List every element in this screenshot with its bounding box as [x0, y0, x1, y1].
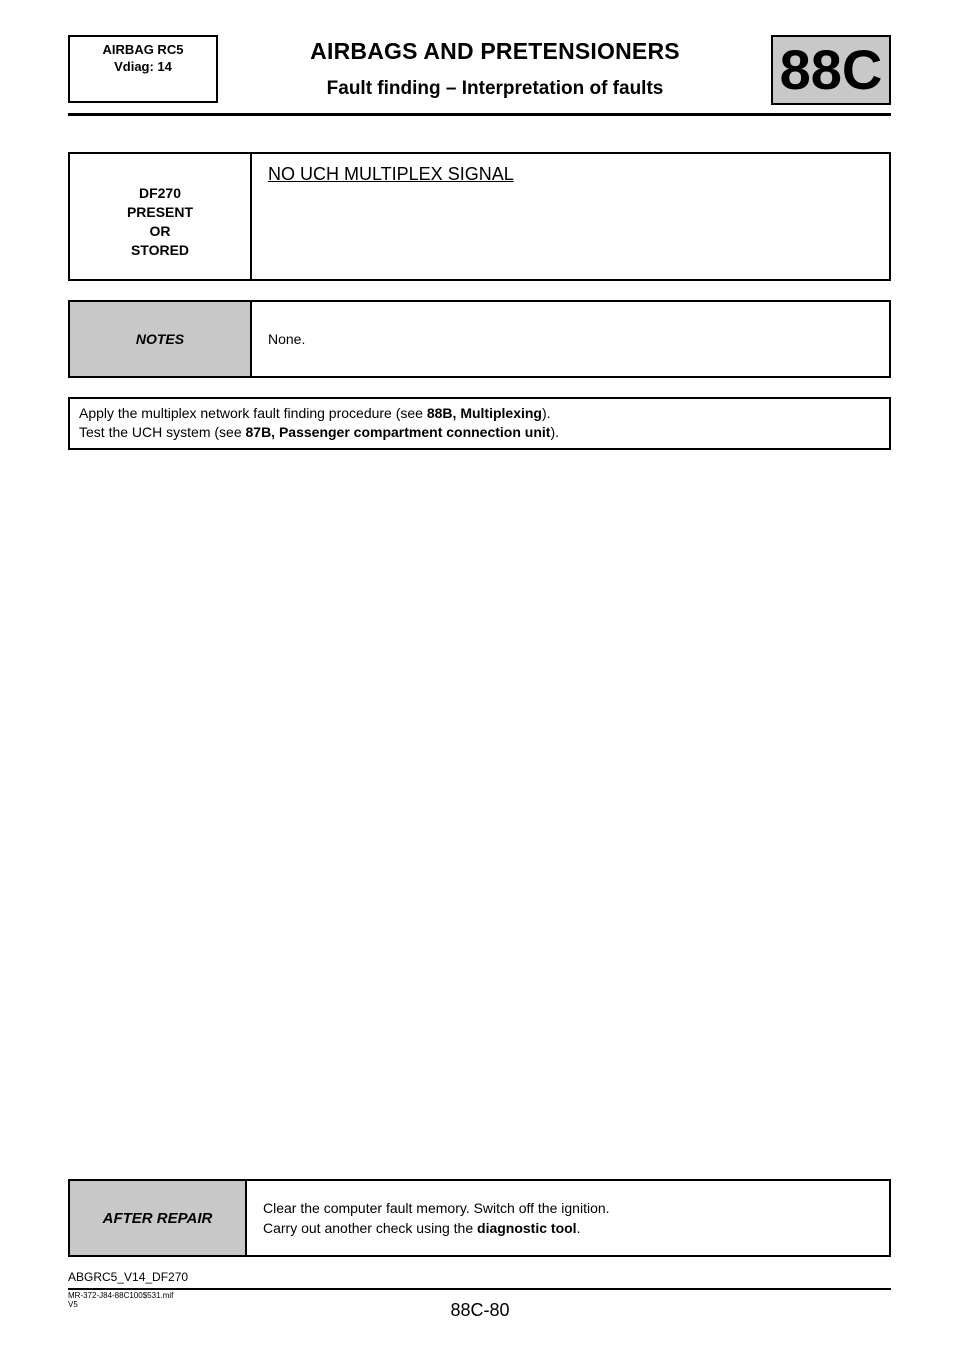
footer-divider — [68, 1288, 891, 1290]
page-title: AIRBAGS AND PRETENSIONERS — [310, 38, 680, 64]
fault-table — [68, 152, 891, 281]
section-code-badge: 88C — [771, 35, 891, 105]
document-reference: ABGRC5_V14_DF270 — [68, 1270, 189, 1284]
reference-uch: 87B, Passenger compartment connection unit — [245, 424, 551, 440]
reference-multiplexing: 88B, Multiplexing — [426, 405, 542, 421]
page-subtitle: Fault finding – Interpretation of faults — [326, 78, 664, 99]
notes-label: NOTES — [70, 302, 252, 376]
after-repair-text-part: Carry out another check using the — [263, 1220, 478, 1236]
fault-description-cell — [252, 154, 889, 279]
after-repair-table — [68, 1179, 891, 1257]
after-repair-line-2 — [263, 1218, 889, 1238]
instruction-text: Apply the multiplex network fault finding procedure (see — [79, 405, 427, 421]
instruction-text: ). — [541, 405, 551, 421]
version-label: V5 — [68, 1300, 78, 1309]
diagnostic-tool-reference: diagnostic tool — [477, 1220, 577, 1236]
vehicle-model: AIRBAG RC5 — [102, 42, 184, 57]
instruction-line-2 — [79, 423, 880, 442]
instructions-box — [68, 397, 891, 450]
instruction-text: Test the UCH system (see — [79, 424, 246, 440]
page-number: 88C-80 — [450, 1300, 510, 1320]
fault-status-or: OR — [149, 222, 171, 239]
fault-status-present: PRESENT — [126, 203, 194, 220]
source-file-name: MR-372-J84-88C100$531.mif — [68, 1291, 174, 1300]
instruction-line-1 — [79, 404, 880, 423]
fault-status-stored: STORED — [130, 241, 190, 258]
header-divider — [68, 113, 891, 116]
fault-code: DF270 — [138, 184, 182, 201]
fault-status-cell — [70, 154, 252, 279]
vdiag-version: Vdiag: 14 — [114, 59, 172, 74]
notes-table — [68, 300, 891, 378]
after-repair-label: AFTER REPAIR — [70, 1181, 247, 1255]
vehicle-model-box — [68, 35, 218, 103]
fault-title: NO UCH MULTIPLEX SIGNAL — [268, 164, 514, 184]
after-repair-line-1: Clear the computer fault memory. Switch off the ignition. — [263, 1200, 610, 1216]
after-repair-text — [247, 1181, 889, 1255]
instruction-text: ). — [550, 424, 560, 440]
after-repair-text-part: . — [576, 1220, 581, 1236]
notes-text: None. — [268, 331, 306, 347]
footer-file-info — [68, 1291, 173, 1309]
